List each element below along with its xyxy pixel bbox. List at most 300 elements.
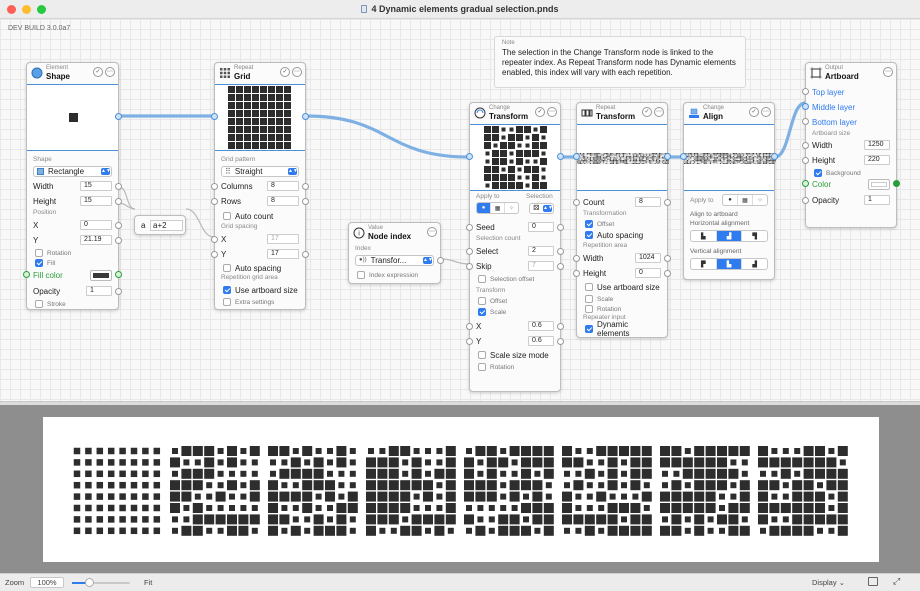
apply-to-segmented[interactable] <box>722 194 768 206</box>
artboard-cell <box>760 471 766 477</box>
count-out-port[interactable] <box>664 199 671 206</box>
columns-field[interactable]: 8 <box>267 181 299 191</box>
skip-out-port[interactable] <box>557 263 564 270</box>
more-icon[interactable]: ⋯ <box>107 69 113 75</box>
align-cell <box>716 153 717 154</box>
apply-grid-option[interactable]: ▦ <box>491 203 505 213</box>
fill-color-in-port[interactable] <box>23 271 30 278</box>
artboard-cell <box>792 526 802 536</box>
expression-field[interactable]: a+2 <box>150 220 183 231</box>
align-cell <box>759 153 760 154</box>
artboard-cell <box>694 492 704 502</box>
background-checkbox[interactable] <box>814 169 822 177</box>
artboard-cell <box>304 528 310 534</box>
zoom-window-button[interactable] <box>37 5 46 14</box>
change-transform-node[interactable]: Change Transform ✓ ⋯ Apply to Selection ● ▦ ⁘ ⚄ ▲▼ Seed 0 Selection count Select 2 Skip 7 Selection offset Transform Offset Scale X 0.6 Y 0.6 Scale size mode Rotation <box>469 102 561 392</box>
repeat-cell <box>587 163 588 164</box>
more-icon[interactable]: ⋯ <box>656 109 662 115</box>
rows-field[interactable]: 8 <box>267 196 299 206</box>
artboard-cell <box>108 459 115 466</box>
align-cell <box>696 160 697 161</box>
align-middle-option[interactable]: ▙ <box>717 259 743 269</box>
close-window-button[interactable] <box>7 5 16 14</box>
selection-select[interactable] <box>529 203 554 214</box>
vertical-alignment-segmented[interactable] <box>690 258 768 270</box>
align-cell <box>707 161 708 162</box>
scale-checkbox[interactable] <box>585 295 593 303</box>
align-cell <box>744 163 745 164</box>
node-header[interactable]: Repeat Grid ✓ ⋯ <box>215 63 305 84</box>
artboard-cell <box>240 505 246 511</box>
middle-layer-port[interactable] <box>802 103 809 110</box>
bottom-layer-input[interactable]: Bottom layer <box>812 117 857 127</box>
align-cell <box>698 154 699 155</box>
artboard-cell <box>792 492 802 502</box>
output-port[interactable] <box>115 113 122 120</box>
width-out-port[interactable] <box>664 255 671 262</box>
repeat-cell <box>641 163 642 164</box>
output-port[interactable] <box>664 153 671 160</box>
scale-checkbox[interactable] <box>478 308 486 316</box>
align-cell <box>712 160 713 161</box>
align-cell <box>706 157 707 158</box>
spacing-y-field[interactable]: 17 <box>267 249 299 259</box>
align-node[interactable]: Change Align ✓ ⋯ Apply to ● ▦ ⁘ Align to artboard Horizontal alignment ▙ ▟ ▜ Vertical alignment ▛ ▙ ▟ <box>683 102 775 280</box>
artboard-cell <box>758 446 768 456</box>
repeat-cell <box>590 163 591 164</box>
node-preview <box>470 124 560 191</box>
color-in-port[interactable] <box>802 180 809 187</box>
skip-port[interactable] <box>466 263 473 270</box>
artboard-node[interactable]: Output Artboard ⋯ Top layer Middle layer Bottom layer Artboard size Width 1250 Height 220 Background Color Opacity 1 <box>805 62 897 228</box>
apply-group-option[interactable]: ⁘ <box>509 205 515 212</box>
artboard-cell <box>477 459 483 465</box>
align-center-option[interactable]: ▟ <box>717 231 743 241</box>
node-index-node[interactable]: i Value Node index ⋯ Index ●)) Transfor... ▲▼ Index expression <box>348 222 441 284</box>
artboard-cell <box>108 505 115 512</box>
check-icon[interactable]: ✓ <box>93 67 103 77</box>
width-field[interactable]: 15 <box>80 181 112 191</box>
offset-checkbox[interactable] <box>585 220 593 228</box>
repeat-cell <box>659 154 660 155</box>
count-port[interactable] <box>573 199 580 206</box>
use-artboard-size-checkbox[interactable] <box>223 286 231 294</box>
artboard-cell <box>227 457 237 467</box>
artboard-cell <box>379 528 385 534</box>
repeat-cell <box>597 160 598 161</box>
repeat-cell <box>586 163 587 164</box>
artboard-cell <box>826 457 836 467</box>
artboard-cell <box>706 469 716 479</box>
more-icon[interactable]: ⋯ <box>549 109 555 115</box>
width-port[interactable] <box>115 183 122 190</box>
align-cell <box>736 157 737 158</box>
repeat-cell <box>622 157 623 158</box>
output-port[interactable] <box>771 153 778 160</box>
repeat-cell <box>666 160 667 161</box>
transform-offset-checkbox[interactable] <box>478 297 486 305</box>
repeat-cell <box>590 159 591 160</box>
artboard-cell <box>521 480 531 490</box>
shape-node[interactable]: Element Shape ✓ ⋯ Shape Rectangle ▲▼ Width 15 Height 15 Position X 0 Y 21.19 Rotation Fill Fill color Opacity 1 Stroke <box>26 62 119 310</box>
artboard-cell <box>573 457 583 467</box>
apply-group-option[interactable]: ⁘ <box>757 197 763 204</box>
node-canvas[interactable] <box>0 19 920 401</box>
spacing-y-port[interactable] <box>211 251 218 258</box>
spacing-y-out-port[interactable] <box>302 251 309 258</box>
fill-checkbox[interactable] <box>35 259 43 267</box>
apply-to-segmented[interactable] <box>476 202 519 214</box>
align-cell <box>704 156 705 157</box>
align-cell <box>743 159 744 160</box>
align-cell <box>723 157 724 158</box>
align-cell <box>770 163 771 164</box>
artboard-cell <box>544 503 554 513</box>
seed-out-port[interactable] <box>557 224 564 231</box>
align-cell <box>699 153 700 154</box>
index-select[interactable]: ●)) Transfor... ▲▼ <box>355 255 434 266</box>
align-right-option[interactable]: ▜ <box>752 233 757 240</box>
align-cell <box>775 163 776 164</box>
height-field[interactable]: 0 <box>635 268 661 278</box>
height-port[interactable] <box>573 270 580 277</box>
use-artboard-size-checkbox[interactable] <box>585 283 593 291</box>
artboard-cell <box>74 448 81 455</box>
seed-field[interactable]: 0 <box>528 222 554 232</box>
align-cell <box>739 156 740 157</box>
apply-element-option[interactable]: ● <box>477 203 491 213</box>
artboard-cell <box>446 480 456 490</box>
columns-out-port[interactable] <box>302 183 309 190</box>
opacity-port[interactable] <box>115 288 122 295</box>
align-bottom-option[interactable]: ▟ <box>752 261 757 268</box>
shape-type-select[interactable]: Rectangle ▲▼ <box>33 166 112 177</box>
align-cell <box>731 157 732 158</box>
index-out-port[interactable] <box>437 257 444 264</box>
height-field[interactable]: 15 <box>80 196 112 206</box>
align-cell <box>773 161 774 162</box>
input-port[interactable] <box>211 113 218 120</box>
rows-out-port[interactable] <box>302 198 309 205</box>
align-cell <box>730 163 731 164</box>
grid-cell <box>268 94 275 101</box>
repeat-cell <box>583 156 584 157</box>
repeat-cell <box>584 161 585 162</box>
align-cell <box>717 156 718 157</box>
grid-pattern-select[interactable]: ⠿ Straight ▲▼ <box>221 166 299 177</box>
artboard-cell <box>769 457 779 467</box>
repeat-cell <box>602 157 603 158</box>
artboard-cell <box>366 503 376 513</box>
color-out-port[interactable] <box>893 180 900 187</box>
repeat-cell <box>638 157 639 158</box>
artboard-cell <box>379 448 385 454</box>
zoom-slider-knob[interactable] <box>85 578 94 587</box>
artboard-cell <box>740 503 750 513</box>
height-port[interactable] <box>115 198 122 205</box>
repeat-cell <box>649 159 650 160</box>
align-cell <box>757 163 758 164</box>
node-header[interactable]: Element Shape ✓ ⋯ <box>27 63 118 84</box>
scale-x-field[interactable]: 0.6 <box>528 321 554 331</box>
input-port[interactable] <box>466 153 473 160</box>
minimize-window-button[interactable] <box>22 5 31 14</box>
wire-expr-gridx <box>186 209 214 237</box>
artboard-cell <box>487 492 497 502</box>
repeat-cell <box>650 157 651 158</box>
artboard-cell <box>730 494 736 500</box>
artboard-cell <box>446 492 456 502</box>
repeat-cell <box>661 160 662 161</box>
align-cell <box>734 161 735 162</box>
auto-spacing-checkbox[interactable] <box>223 264 231 272</box>
align-cell <box>767 161 768 162</box>
artboard-cell <box>366 457 376 467</box>
opacity-field[interactable]: 1 <box>864 195 890 205</box>
opacity-field[interactable]: 1 <box>86 286 112 296</box>
artboard-cell <box>510 446 520 456</box>
align-cell <box>726 154 727 155</box>
artboard-cell <box>338 494 344 500</box>
repeat-cell <box>620 156 621 157</box>
artboard-cell <box>183 459 189 465</box>
align-cell <box>748 160 749 161</box>
align-cell <box>739 157 740 158</box>
height-port[interactable] <box>802 157 809 164</box>
repeat-cell <box>646 156 647 157</box>
auto-count-checkbox[interactable] <box>223 212 231 220</box>
align-cell <box>753 159 754 160</box>
artboard-cell <box>671 457 681 467</box>
note-box[interactable] <box>494 36 746 88</box>
repeat-transform-node[interactable]: Repeat Transform ✓ ⋯ Count 8 Transformation Offset Auto spacing Repetition area Width 1024 Height 0 Use artboard size Scale Rotation Repeater input Dynamic elements <box>576 102 668 338</box>
align-cell <box>693 156 694 157</box>
check-icon[interactable]: ✓ <box>749 107 759 117</box>
align-cell <box>696 153 697 154</box>
align-cell <box>704 163 705 164</box>
display-menu[interactable]: Display ⌄ <box>812 578 845 587</box>
x-port[interactable] <box>115 222 122 229</box>
opacity-port[interactable] <box>802 197 809 204</box>
artboard-cell <box>195 459 201 465</box>
repeat-cell <box>651 153 652 154</box>
repeat-cell <box>662 157 663 158</box>
align-cell <box>765 163 766 164</box>
select-port[interactable] <box>466 248 473 255</box>
width-port[interactable] <box>573 255 580 262</box>
y-field[interactable]: 21.19 <box>80 235 112 245</box>
repeat-cell <box>632 154 633 155</box>
align-cell <box>698 160 699 161</box>
panel-layout-icon[interactable] <box>868 577 878 586</box>
repeat-cell <box>643 163 644 164</box>
artboard-cell <box>630 480 640 490</box>
repeat-cell <box>606 156 607 157</box>
artboard-cell <box>815 469 825 479</box>
artboard-cell <box>336 526 346 536</box>
node-header[interactable]: Output Artboard ⋯ <box>806 63 896 84</box>
expression-node[interactable] <box>134 215 186 235</box>
rotation-checkbox[interactable] <box>35 249 43 257</box>
width-field[interactable]: 1024 <box>635 253 661 263</box>
repeat-cell <box>646 157 647 158</box>
repeat-cell <box>590 153 591 154</box>
apply-element-option[interactable]: ● <box>723 195 738 205</box>
align-cell <box>755 160 756 161</box>
more-icon[interactable]: ⋯ <box>429 229 435 235</box>
align-cell <box>710 157 711 158</box>
top-layer-port[interactable] <box>802 88 809 95</box>
node-header[interactable]: Change Transform ✓ ⋯ <box>470 103 560 124</box>
align-cell <box>760 160 761 161</box>
auto-spacing-checkbox[interactable] <box>585 231 593 239</box>
y-port[interactable] <box>115 237 122 244</box>
height-out-port[interactable] <box>664 270 671 277</box>
repeat-cell <box>587 157 588 158</box>
align-cell <box>733 153 734 154</box>
seed-port[interactable] <box>466 224 473 231</box>
select-field[interactable]: 2 <box>528 246 554 256</box>
align-cell <box>720 156 721 157</box>
width-field[interactable]: 1250 <box>864 140 890 150</box>
more-icon[interactable]: ⋯ <box>885 69 891 75</box>
align-top-option[interactable]: ▛ <box>691 259 717 269</box>
repeat-cell <box>640 161 641 162</box>
fill-color-well[interactable] <box>90 270 112 281</box>
zoom-field[interactable]: 100% <box>30 577 64 588</box>
align-cell <box>756 159 757 160</box>
artboard-cell <box>206 505 212 511</box>
fill-color-out-port[interactable] <box>115 271 122 278</box>
artboard-cell <box>630 469 640 479</box>
artboard-cell <box>487 446 497 456</box>
dynamic-elements-checkbox[interactable] <box>585 325 593 333</box>
fullscreen-icon[interactable]: ⤢ <box>893 576 901 586</box>
align-left-option[interactable]: ▙ <box>691 231 717 241</box>
transform-cell <box>510 152 514 156</box>
scale-y-field[interactable]: 0.6 <box>528 336 554 346</box>
scale-size-mode-checkbox[interactable] <box>478 351 486 359</box>
align-cell <box>719 161 720 162</box>
align-cell <box>756 153 757 154</box>
scale-y-out-port[interactable] <box>557 338 564 345</box>
x-field[interactable]: 0 <box>80 220 112 230</box>
more-icon[interactable]: ⋯ <box>763 109 769 115</box>
artboard-cell <box>142 493 149 500</box>
input-port[interactable] <box>573 153 580 160</box>
node-header[interactable]: i Value Node index ⋯ <box>349 223 440 244</box>
align-cell <box>732 154 733 155</box>
selection-offset-checkbox[interactable] <box>478 275 486 283</box>
rotation-checkbox[interactable] <box>478 363 486 371</box>
scale-y-port[interactable] <box>466 338 473 345</box>
check-icon[interactable]: ✓ <box>280 67 290 77</box>
repeat-cell <box>649 156 650 157</box>
bottom-layer-port[interactable] <box>802 118 809 125</box>
grid-node[interactable]: Repeat Grid ✓ ⋯ Grid pattern ⠿ Straight ▲▼ Columns 8 Rows 8 Auto count Grid spacing X 17 Y 17 Auto spacing Repetition grid area Use artboard size Extra settings <box>214 62 306 310</box>
spacing-x-field[interactable]: 17 <box>267 234 299 244</box>
align-cell <box>755 154 756 155</box>
repeat-cell <box>599 153 600 154</box>
select-out-port[interactable] <box>557 248 564 255</box>
background-color-well[interactable] <box>868 179 890 190</box>
artboard-cell <box>302 492 312 502</box>
extra-settings-checkbox[interactable] <box>223 298 231 306</box>
horizontal-alignment-segmented[interactable] <box>690 230 768 242</box>
scale-x-out-port[interactable] <box>557 323 564 330</box>
zoom-slider[interactable] <box>72 582 130 584</box>
transform-cell <box>532 142 539 149</box>
artboard-cell <box>336 446 346 456</box>
more-icon[interactable]: ⋯ <box>294 69 300 75</box>
align-cell <box>745 154 746 155</box>
artboard-cell <box>350 459 356 465</box>
background-color-swatch <box>871 182 887 187</box>
index-expression-checkbox[interactable] <box>357 271 365 279</box>
repeat-cell <box>648 161 649 162</box>
repeat-cell <box>589 163 590 164</box>
align-cell <box>697 160 698 161</box>
node-header[interactable]: Repeat Transform ✓ ⋯ <box>577 103 667 124</box>
artboard-cell <box>671 514 681 524</box>
artboard-cell <box>338 482 344 488</box>
artboard-cell <box>717 480 727 490</box>
artboard-cell <box>434 526 444 536</box>
top-layer-input[interactable]: Top layer <box>812 87 845 97</box>
artboard-cell <box>523 516 529 522</box>
artboard-cell <box>218 482 224 488</box>
repeat-cell <box>633 160 634 161</box>
count-field[interactable]: 8 <box>635 197 661 207</box>
repeat-cell <box>633 153 634 154</box>
artboard-cell <box>206 482 212 488</box>
check-icon[interactable]: ✓ <box>535 107 545 117</box>
repeat-cell <box>602 161 603 162</box>
width-port[interactable] <box>802 142 809 149</box>
apply-grid-option[interactable]: ▦ <box>738 195 753 205</box>
align-cell <box>752 163 753 164</box>
columns-port[interactable] <box>211 183 218 190</box>
skip-field[interactable]: 7 <box>528 261 554 271</box>
repeat-cell <box>596 154 597 155</box>
middle-layer-input[interactable]: Middle layer <box>812 102 856 112</box>
height-field[interactable]: 220 <box>864 155 890 165</box>
artboard-cell <box>193 514 203 524</box>
rows-port[interactable] <box>211 198 218 205</box>
spacing-x-port[interactable] <box>211 236 218 243</box>
align-cell <box>746 163 747 164</box>
fit-button[interactable]: Fit <box>144 578 153 587</box>
rotation-checkbox[interactable] <box>585 305 593 313</box>
align-cell <box>696 154 697 155</box>
artboard-cell <box>758 503 768 513</box>
grid-cell <box>244 86 251 93</box>
scale-x-port[interactable] <box>466 323 473 330</box>
align-cell <box>745 156 746 157</box>
repeat-cell <box>655 156 656 157</box>
input-port[interactable] <box>680 153 687 160</box>
repeat-cell <box>649 153 650 154</box>
align-cell <box>697 161 698 162</box>
artboard-cell <box>425 448 431 454</box>
output-port[interactable] <box>302 113 309 120</box>
stroke-checkbox[interactable] <box>35 300 43 308</box>
check-icon[interactable]: ✓ <box>642 107 652 117</box>
output-port[interactable] <box>557 153 564 160</box>
artboard-cell <box>573 480 583 490</box>
node-header[interactable]: Change Align ✓ ⋯ <box>684 103 774 124</box>
artboard-cell <box>85 471 92 478</box>
